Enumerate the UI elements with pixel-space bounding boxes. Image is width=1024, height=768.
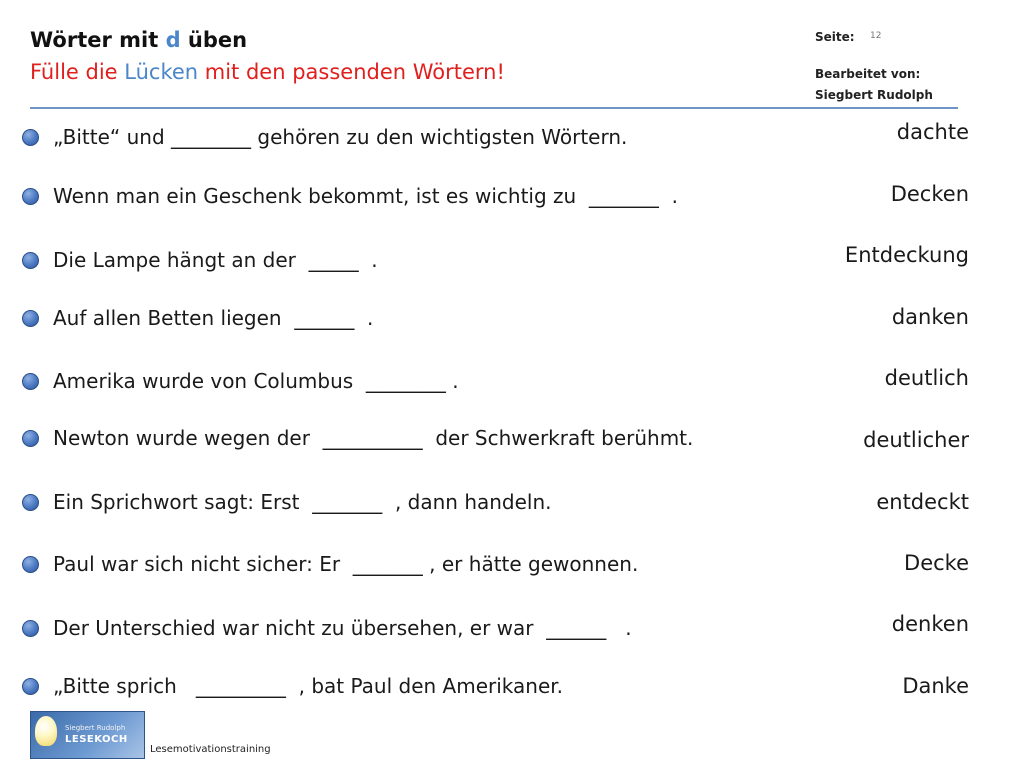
word-bank-item: danken <box>891 305 969 329</box>
instruction-part2: mit den passenden Wörtern! <box>198 60 505 84</box>
word-bank-item: Entdeckung <box>844 243 969 267</box>
word-bank-item: deutlich <box>884 366 969 390</box>
sentence-text: Auf allen Betten liegen ______ . <box>53 306 374 330</box>
bullet-icon <box>22 620 39 637</box>
exercise-row <box>22 671 563 701</box>
sentence-text: Amerika wurde von Columbus ________ . <box>53 369 459 393</box>
word-bank-item: dachte <box>896 120 969 144</box>
title-prefix: Wörter mit <box>30 28 166 52</box>
instruction <box>30 60 505 84</box>
exercise-row <box>22 487 552 517</box>
sentence-text: Wenn man ein Geschenk bekommt, ist es wichtig zu _______ . <box>53 184 678 208</box>
bullet-icon <box>22 188 39 205</box>
bullet-icon <box>22 129 39 146</box>
header-divider <box>30 107 958 109</box>
exercise-row <box>22 245 378 275</box>
bullet-icon <box>22 678 39 695</box>
bullet-icon <box>22 310 39 327</box>
word-bank-item: deutlicher <box>863 428 969 452</box>
page-label: Seite: <box>815 30 855 44</box>
instruction-part1: Fülle die <box>30 60 125 84</box>
exercise-row <box>22 423 693 453</box>
title-suffix: üben <box>180 28 248 52</box>
word-bank-item: entdeckt <box>876 490 969 514</box>
bullet-icon <box>22 252 39 269</box>
page-title <box>30 28 247 52</box>
word-bank-item: Danke <box>902 674 969 698</box>
bullet-icon <box>22 556 39 573</box>
word-bank-item: denken <box>891 612 969 636</box>
sentence-text: Paul war sich nicht sicher: Er _______ , er hätte gewonnen. <box>53 552 639 576</box>
sentence-text: Ein Sprichwort sagt: Erst _______ , dann handeln. <box>53 490 552 514</box>
bullet-icon <box>22 373 39 390</box>
exercise-row <box>22 366 459 396</box>
bullet-icon <box>22 430 39 447</box>
sentence-text: Der Unterschied war nicht zu übersehen, er war ______ . <box>53 616 632 640</box>
word-bank-item: Decken <box>890 182 969 206</box>
sentence-text: „Bitte sprich _________ , bat Paul den Amerikaner. <box>53 674 563 698</box>
exercise-row <box>22 549 638 579</box>
edited-by-label: Bearbeitet von: <box>815 67 921 81</box>
word-bank-item: Decke <box>904 551 969 575</box>
exercise-row <box>22 122 627 152</box>
sentence-text: Die Lampe hängt an der _____ . <box>53 248 378 272</box>
logo-brand: LESEKOCH <box>65 734 128 745</box>
sentence-text: „Bitte“ und ________ gehören zu den wichtigsten Wörtern. <box>53 125 628 149</box>
lesekoch-logo <box>30 711 145 759</box>
author-name: Siegbert Rudolph <box>815 88 933 102</box>
logo-author: Siegbert Rudolph <box>65 724 126 732</box>
bullet-icon <box>22 494 39 511</box>
footer-label: Lesemotivationstraining <box>150 744 271 755</box>
lightbulb-icon <box>35 716 57 746</box>
exercise-row <box>22 181 678 211</box>
title-letter: d <box>165 28 181 52</box>
sentence-text: Newton wurde wegen der __________ der Schwerkraft berühmt. <box>53 426 694 450</box>
exercise-row <box>22 303 373 333</box>
exercise-row <box>22 613 632 643</box>
instruction-accent: Lücken <box>124 60 199 84</box>
page-number: 12 <box>870 31 882 41</box>
